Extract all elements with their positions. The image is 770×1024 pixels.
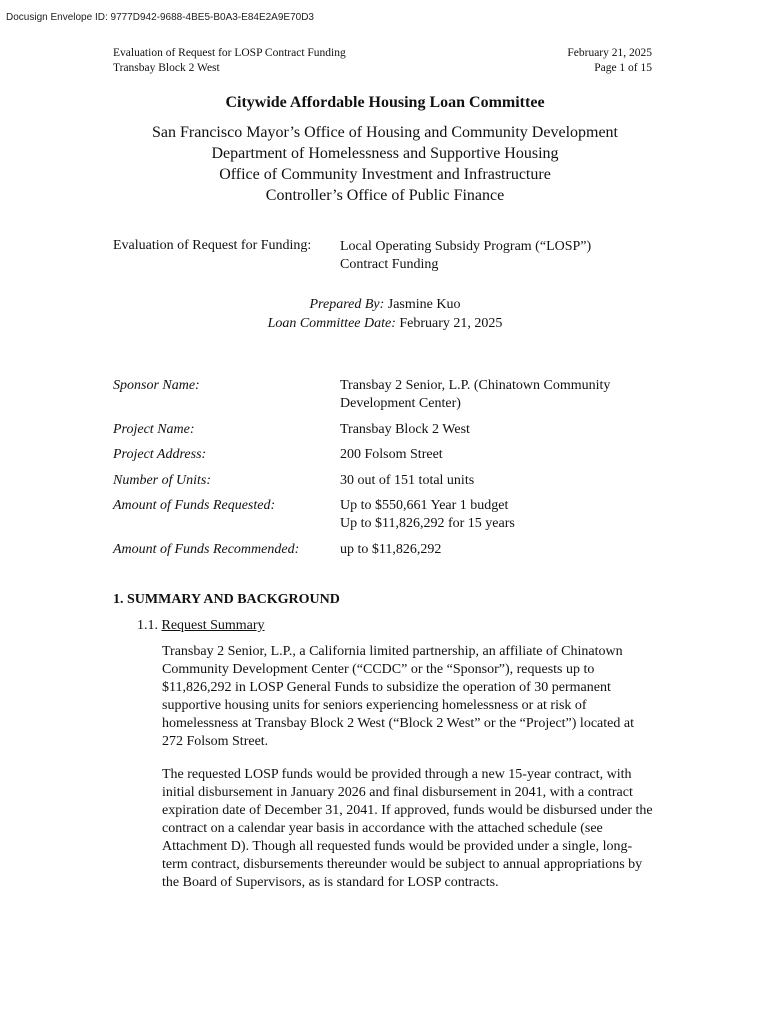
subsection-number: 1.1.	[137, 618, 162, 633]
section-heading: 1. SUMMARY AND BACKGROUND	[113, 592, 340, 607]
loan-committee-date-label: Loan Committee Date:	[267, 316, 396, 331]
sponsor-label: Sponsor Name:	[113, 378, 200, 393]
project-name-label: Project Name:	[113, 422, 195, 437]
units-label: Number of Units:	[113, 473, 211, 488]
funds-recommended-value: up to $11,826,292	[340, 542, 442, 557]
paragraph: Transbay 2 Senior, L.P., a California limited partnership, an affiliate of Chinatown Community Development Center (“CCDC” or the “Sponsor”), requests up to $11,826,292 in LOSP General Funds to subsidize the operation of 30 permanent supportive housing units for seniors experiencing homelessness or at risk of homelessness at Transbay Block 2 West (“Block 2 West” or the “Project”) located at 272 Folsom Street.	[162, 644, 634, 749]
subsection-heading	[137, 618, 265, 634]
prepared-by-value: Jasmine Kuo	[384, 297, 461, 312]
agency-line: Office of Community Investment and Infrastructure	[219, 166, 551, 183]
evaluation-value-line: Contract Funding	[340, 257, 439, 272]
funds-requested-line: Up to $11,826,292 for 15 years	[340, 516, 515, 531]
project-address-label: Project Address:	[113, 447, 207, 462]
paragraph: The requested LOSP funds would be provided through a new 15-year contract, with initial disbursement in January 2026 and final disbursement in 2041, with a contract expiration date of December 31, 2041. If approved, funds would be disbursed under the contract on a calendar year basis in accordance with the attached schedule (see Attachment D). Though all requested funds would be provided under a single, long-term contract, disbursements thereunder would be subject to annual appropriations by the Board of Supervisors, as is standard for LOSP contracts.	[162, 767, 653, 890]
committee-title: Citywide Affordable Housing Loan Committee	[225, 94, 545, 111]
header-doc-title: Evaluation of Request for LOSP Contract Funding	[113, 47, 346, 59]
evaluation-value	[340, 238, 660, 274]
agency-line: Controller’s Office of Public Finance	[265, 187, 505, 204]
agency-list	[0, 122, 770, 206]
header-project-name: Transbay Block 2 West	[113, 62, 220, 74]
evaluation-value-line: Local Operating Subsidy Program (“LOSP”)	[340, 239, 592, 254]
evaluation-label: Evaluation of Request for Funding:	[113, 238, 312, 253]
prepared-block	[0, 295, 770, 333]
sponsor-value: Transbay 2 Senior, L.P. (Chinatown Community Development Center)	[340, 378, 611, 411]
page-header-right	[567, 46, 652, 76]
header-page-number: Page 1 of 15	[594, 62, 652, 74]
funds-requested-line: Up to $550,661 Year 1 budget	[340, 498, 509, 513]
funds-requested-label: Amount of Funds Requested:	[113, 498, 276, 513]
funds-requested-value	[340, 497, 650, 533]
project-address-value: 200 Folsom Street	[340, 447, 443, 462]
header-date: February 21, 2025	[567, 47, 652, 59]
agency-line: San Francisco Mayor’s Office of Housing and Community Development	[152, 124, 618, 141]
envelope-id: Docusign Envelope ID: 9777D942-9688-4BE5-B0A3-E84E2A9E70D3	[6, 12, 314, 23]
prepared-by-label: Prepared By:	[309, 297, 385, 312]
funds-recommended-label: Amount of Funds Recommended:	[113, 542, 300, 557]
page-header-left	[113, 46, 346, 76]
project-name-value: Transbay Block 2 West	[340, 422, 470, 437]
subsection-title: Request Summary	[161, 618, 265, 633]
units-value: 30 out of 151 total units	[340, 473, 475, 488]
loan-committee-date-value: February 21, 2025	[395, 316, 503, 331]
agency-line: Department of Homelessness and Supportive Housing	[211, 145, 559, 162]
prepared-by	[0, 295, 770, 314]
loan-committee-date	[0, 314, 770, 333]
